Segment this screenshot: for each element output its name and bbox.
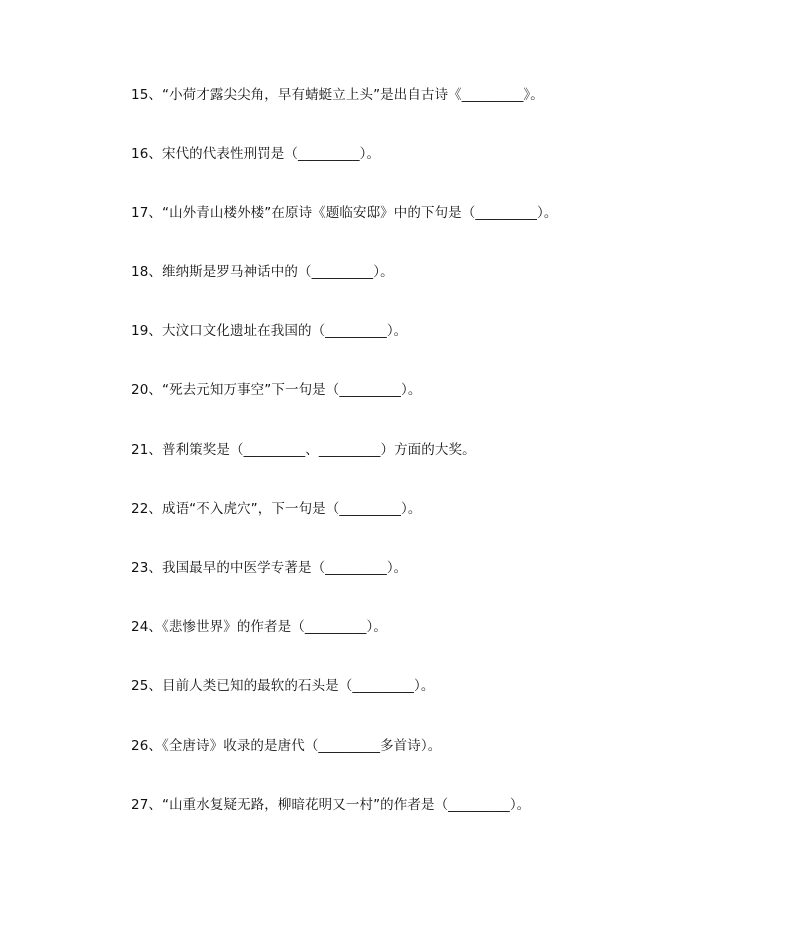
question-22: 22、成语“不入虎穴”，下一句是（_________）。 [131, 501, 422, 517]
question-21: 21、普利策奖是（_________、_________）方面的大奖。 [131, 442, 476, 458]
question-27: 27、“山重水复疑无路，柳暗花明又一村”的作者是（_________）。 [131, 797, 531, 813]
question-15: 15、“小荷才露尖尖角，早有蜻蜓立上头”是出自古诗《_________》。 [131, 87, 544, 103]
question-16: 16、宋代的代表性刑罚是（_________）。 [131, 146, 381, 162]
question-24: 24、《悲惨世界》的作者是（_________）。 [131, 619, 387, 635]
question-25: 25、目前人类已知的最软的石头是（_________）。 [131, 678, 435, 694]
question-17: 17、“山外青山楼外楼”在原诗《题临安邸》中的下句是（_________）。 [131, 205, 558, 221]
question-26: 26、《全唐诗》收录的是唐代（_________多首诗）。 [131, 738, 442, 754]
question-19: 19、大汶口文化遗址在我国的（_________）。 [131, 323, 408, 339]
question-18: 18、维纳斯是罗马神话中的（_________）。 [131, 264, 394, 280]
question-23: 23、我国最早的中医学专著是（_________）。 [131, 560, 408, 576]
question-20: 20、“死去元知万事空”下一句是（_________）。 [131, 382, 422, 398]
